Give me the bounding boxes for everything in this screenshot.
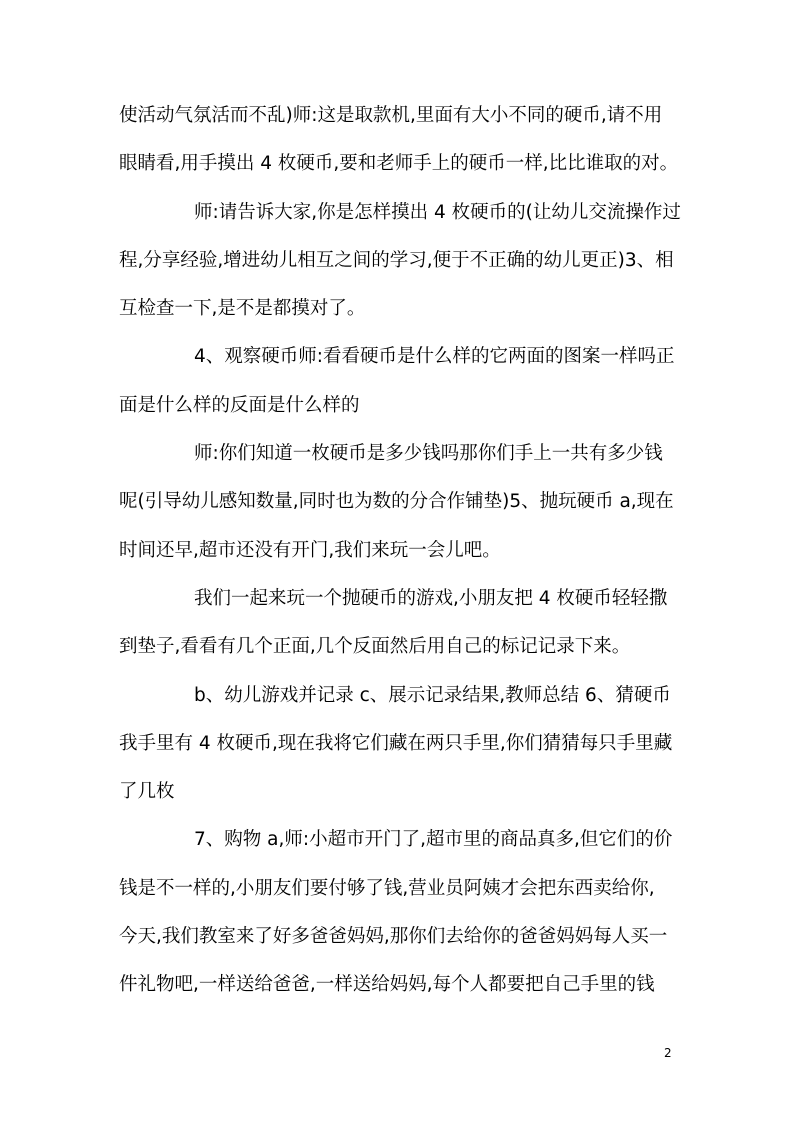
text-line: 呢(引导幼儿感知数量,同时也为数的分合作铺垫)5、抛玩硬币 a,现在 — [119, 491, 674, 513]
text-line: 时间还早,超市还没有开门,我们来玩一会儿吧。 — [119, 539, 501, 561]
text-line: 今天,我们教室来了好多爸爸妈妈,那你们去给你的爸爸妈妈每人买一 — [119, 926, 668, 948]
text-line: 使活动气氛活而不乱)师:这是取款机,里面有大小不同的硬币,请不用 — [119, 105, 663, 126]
text-line: 了几枚 — [119, 781, 175, 803]
text-line: 我们一起来玩一个抛硬币的游戏,小朋友把 4 枚硬币轻轻撒 — [194, 587, 668, 609]
body-text — [119, 92, 679, 1010]
text-line: 面是什么样的反面是什么样的 — [119, 394, 360, 416]
text-line: 互检查一下,是不是都摸对了。 — [119, 298, 366, 320]
text-line: 7、购物 a,师:小超市开门了,超市里的商品真多,但它们的价 — [194, 829, 673, 851]
text-line: 4、观察硬币师:看看硬币是什么样的它两面的图案一样吗正 — [194, 346, 675, 368]
page-number: 2 — [664, 1046, 672, 1060]
text-line: 眼睛看,用手摸出 4 枚硬币,要和老师手上的硬币一样,比比谁取的对。 — [119, 153, 679, 175]
text-line: b、幼儿游戏并记录 c、展示记录结果,教师总结 6、猜硬币 — [194, 684, 671, 706]
text-line: 钱是不一样的,小朋友们要付够了钱,营业员阿姨才会把东西卖给你, — [119, 877, 655, 899]
text-line: 程,分享经验,增进幼儿相互之间的学习,便于不正确的幼儿更正)3、相 — [119, 249, 674, 271]
text-line: 件礼物吧,一样送给爸爸,一样送给妈妈,每个人都要把自己手里的钱 — [119, 974, 655, 996]
text-line: 师:请告诉大家,你是怎样摸出 4 枚硬币的(让幼儿交流操作过 — [194, 201, 681, 223]
text-line: 我手里有 4 枚硬币,现在我将它们藏在两只手里,你们猜猜每只手里藏 — [119, 732, 673, 754]
text-line: 到垫子,看看有几个正面,几个反面然后用自己的标记记录下来。 — [119, 636, 631, 658]
text-line: 师:你们知道一枚硬币是多少钱吗那你们手上一共有多少钱 — [194, 443, 663, 465]
